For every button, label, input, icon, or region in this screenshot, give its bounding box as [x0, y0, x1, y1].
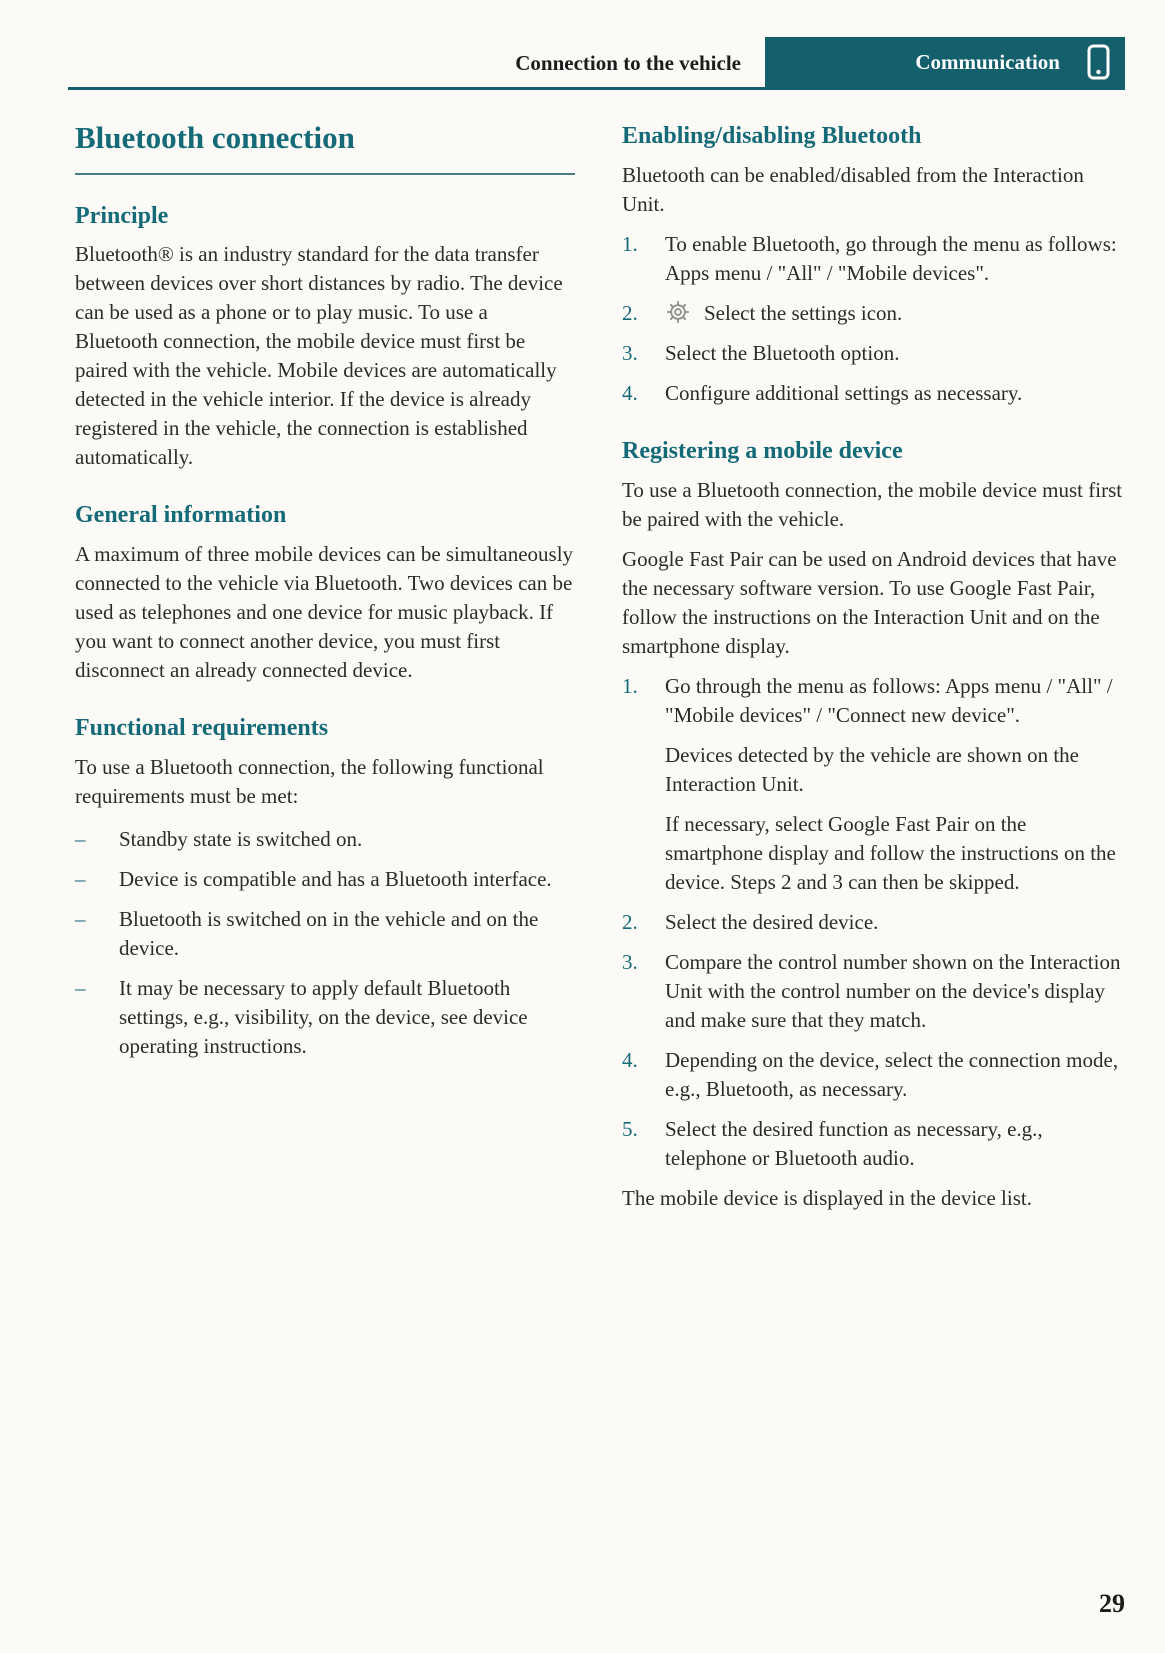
right-column — [622, 120, 1125, 1224]
step-number: 2. — [622, 909, 638, 934]
dash-marker: – — [75, 867, 86, 892]
dash-marker: – — [75, 976, 86, 1001]
header-section-title: Connection to the vehicle — [515, 51, 741, 75]
step-text: Compare the control number shown on the Interaction Unit with the control number on the device's display and make sure that they match. — [665, 949, 1121, 1032]
enabling-intro: Bluetooth can be enabled/disabled from the Interaction Unit. — [622, 162, 1084, 216]
step-sub-paragraph: Devices detected by the vehicle are shown on the Interaction Unit. — [665, 742, 1080, 796]
section-heading-functional-requirements: Functional requirements — [75, 715, 329, 742]
bullet-item — [75, 825, 575, 854]
step-number: 3. — [622, 340, 638, 365]
numbered-step — [622, 672, 1125, 897]
title-rule — [75, 173, 575, 175]
enabling-steps-list — [622, 230, 1125, 408]
bullet-item — [75, 905, 575, 963]
page-header — [68, 37, 1125, 90]
general-information-body: A maximum of three mobile devices can be simultaneously connected to the vehicle via Bluetooth. Two devices can be used as telephones and one device for music playback. If you want to connect another device, you must first disconnect an already connected device. — [75, 542, 574, 683]
step-text — [665, 672, 1125, 897]
step-number: 1. — [622, 673, 638, 698]
section-heading-general-information: General information — [75, 502, 287, 529]
bullet-text: Bluetooth is switched on in the vehicle and on the device. — [119, 907, 539, 961]
section-heading-principle: Principle — [75, 202, 169, 229]
page-title: Bluetooth connection — [75, 120, 355, 155]
functional-requirements-list — [75, 825, 575, 1061]
smartphone-icon — [1087, 44, 1110, 80]
bullet-item — [75, 974, 575, 1061]
step-text: Select the Bluetooth option. — [665, 340, 900, 365]
step-number: 1. — [622, 231, 638, 256]
step-text: To enable Bluetooth, go through the menu as follows: Apps menu / "All" / "Mobile devices". — [665, 231, 1117, 285]
numbered-step — [622, 1046, 1125, 1104]
numbered-step — [622, 230, 1125, 288]
step-text-main: Go through the menu as follows: Apps menu / "All" / "Mobile devices" / "Connect new device". — [665, 673, 1113, 727]
dash-marker: – — [75, 827, 86, 852]
registering-intro-1: To use a Bluetooth connection, the mobile device must first be paired with the vehicle. — [622, 477, 1123, 531]
step-sub-paragraph: If necessary, select Google Fast Pair on the smartphone display and follow the instructions on the device. Steps 2 and 3 can then be skipped. — [665, 811, 1116, 894]
page-number: 29 — [1099, 1589, 1125, 1618]
numbered-step — [622, 379, 1125, 408]
principle-body: Bluetooth® is an industry standard for the data transfer between devices over short distances by radio. The device can be used as a phone or to play music. To use a Bluetooth connection, the mobile device must first be paired with the vehicle. Mobile devices are automatically detected in the vehicle interior. If the device is already registered in the vehicle, the connection is established automatically. — [75, 242, 563, 470]
settings-gear-icon — [665, 299, 704, 328]
step-text: Select the desired function as necessary, e.g., telephone or Bluetooth audio. — [665, 1116, 1043, 1170]
bullet-text: Standby state is switched on. — [119, 827, 363, 852]
step-number: 4. — [622, 1047, 638, 1072]
step-number: 3. — [622, 949, 638, 974]
step-number: 5. — [622, 1116, 638, 1141]
registering-steps-list — [622, 672, 1125, 1173]
bullet-text: It may be necessary to apply default Bluetooth settings, e.g., visibility, on the device, see device operating instructions. — [119, 976, 528, 1059]
numbered-step — [622, 339, 1125, 368]
functional-requirements-intro: To use a Bluetooth connection, the following functional requirements must be met: — [75, 755, 544, 809]
step-text — [665, 299, 1125, 328]
step-text: Depending on the device, select the connection mode, e.g., Bluetooth, as necessary. — [665, 1047, 1119, 1101]
step-number: 4. — [622, 380, 638, 405]
bullet-text: Device is compatible and has a Bluetooth interface. — [119, 867, 552, 892]
header-chapter-tab — [765, 37, 1125, 87]
registering-intro-2: Google Fast Pair can be used on Android devices that have the necessary software version. To use Google Fast Pair, follow the instructions on the Interaction Unit and on the smartphone display. — [622, 546, 1117, 658]
numbered-step — [622, 908, 1125, 937]
step-number: 2. — [622, 300, 638, 325]
section-heading-registering-device: Registering a mobile device — [622, 437, 903, 464]
numbered-step — [622, 948, 1125, 1035]
bullet-item — [75, 865, 575, 894]
registering-outro: The mobile device is displayed in the device list. — [622, 1185, 1032, 1210]
step-text: Select the desired device. — [665, 909, 879, 934]
section-heading-enabling-bluetooth: Enabling/disabling Bluetooth — [622, 123, 922, 149]
left-column — [75, 120, 575, 1072]
step-text: Configure additional settings as necessary. — [665, 380, 1023, 405]
dash-marker: – — [75, 907, 86, 932]
numbered-step — [622, 299, 1125, 328]
step-text-label: Select the settings icon. — [704, 300, 903, 325]
numbered-step — [622, 1115, 1125, 1173]
chapter-tab-label: Communication — [915, 49, 1060, 74]
